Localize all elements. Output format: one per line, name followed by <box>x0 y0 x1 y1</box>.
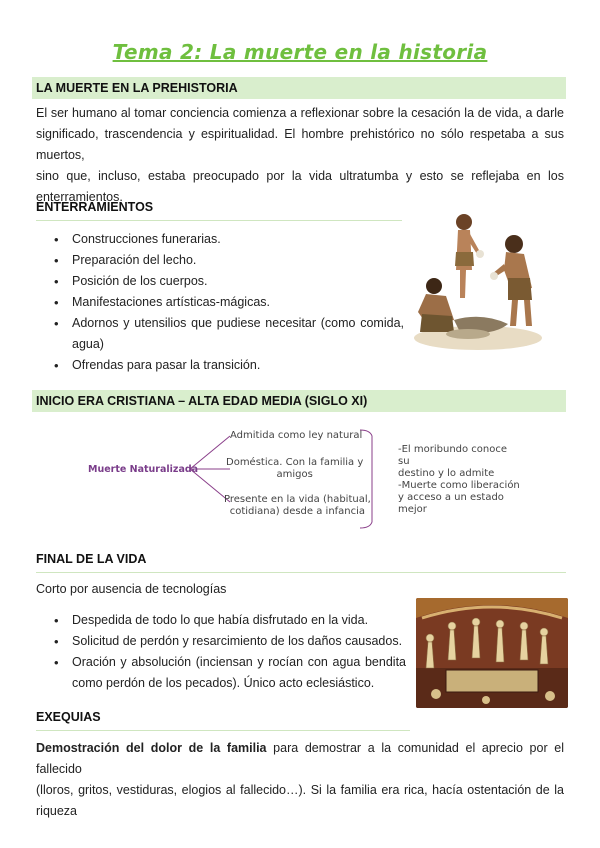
bold-lead: Demostración del dolor de la familia <box>36 741 267 755</box>
paragraph-line: sino que, incluso, estaba preocupado por la vida ultratumba y esto se reflejaba en los <box>36 169 564 183</box>
list-item: • Oración y absolución (inciensan y rocían con agua bendita como perdón de los pecados). Único acto eclesiástico. <box>36 652 406 694</box>
paragraph-exequias <box>36 738 564 822</box>
list-item: • Posición de los cuerpos. <box>36 271 404 292</box>
final-intro: Corto por ausencia de tecnologías <box>36 582 227 596</box>
paragraph-line: enterramientos. <box>36 190 123 204</box>
list-enterramientos <box>36 229 404 376</box>
list-item: • Solicitud de perdón y resarcimiento de los daños causados. <box>36 631 406 652</box>
paragraph-line: (lloros, gritos, vestiduras, elogios al fallecido…). Si la familia era rica, hacía ostentación de la riqueza <box>36 783 564 818</box>
list-item: • Despedida de todo lo que había disfrutado en la vida. <box>36 610 406 631</box>
list-final <box>36 610 406 694</box>
paragraph-line: Demostración del dolor de la familia para demostrar a la comunidad el aprecio por el fallecido <box>36 741 564 776</box>
list-item: • Ofrendas para pasar la transición. <box>36 355 404 376</box>
diagram-outcome: -El moribundo conoce su destino y lo admite -Muerte como liberación y acceso a un estado mejor <box>398 444 520 515</box>
list-item: • Manifestaciones artísticas-mágicas. <box>36 292 404 313</box>
section-heading-cristiana: INICIO ERA CRISTIANA – ALTA EDAD MEDIA (SIGLO XI) <box>32 390 566 412</box>
medieval-death-fresco <box>416 598 568 708</box>
diagram-branch: Admitida como ley natural <box>230 430 363 441</box>
subheading-enterramientos: ENTERRAMIENTOS <box>36 200 154 214</box>
diagram-branch: Doméstica. Con la familia y amigos <box>226 457 364 480</box>
subheading-final: FINAL DE LA VIDA <box>36 552 147 566</box>
page-title: Tema 2: La muerte en la historia <box>112 40 488 64</box>
paragraph-line: El ser humano al tomar conciencia comienza a reflexionar sobre la cesación la de vida, a darle <box>36 106 564 120</box>
diagram-branch: Presente en la vida (habitual, cotidiana) desde a infancia <box>224 494 371 517</box>
list-item: • Preparación del lecho. <box>36 250 404 271</box>
divider <box>36 730 410 731</box>
subheading-exequias: EXEQUIAS <box>36 710 101 724</box>
divider <box>36 220 402 221</box>
divider <box>36 572 566 573</box>
prehistoric-burial-illustration <box>408 208 544 354</box>
paragraph-line: significado, trascendencia y espiritualidad. El hombre prehistórico no sólo respetaba a sus muertos, <box>36 127 564 162</box>
list-item: • Construcciones funerarias. <box>36 229 404 250</box>
diagram-root: Muerte Naturalizada <box>88 464 199 475</box>
section-heading-prehistoria: LA MUERTE EN LA PREHISTORIA <box>32 77 566 99</box>
concept-diagram <box>80 424 520 534</box>
list-item: • Adornos y utensilios que pudiese necesitar (como comida, agua) <box>36 313 404 355</box>
paragraph-prehistoria <box>36 103 564 208</box>
